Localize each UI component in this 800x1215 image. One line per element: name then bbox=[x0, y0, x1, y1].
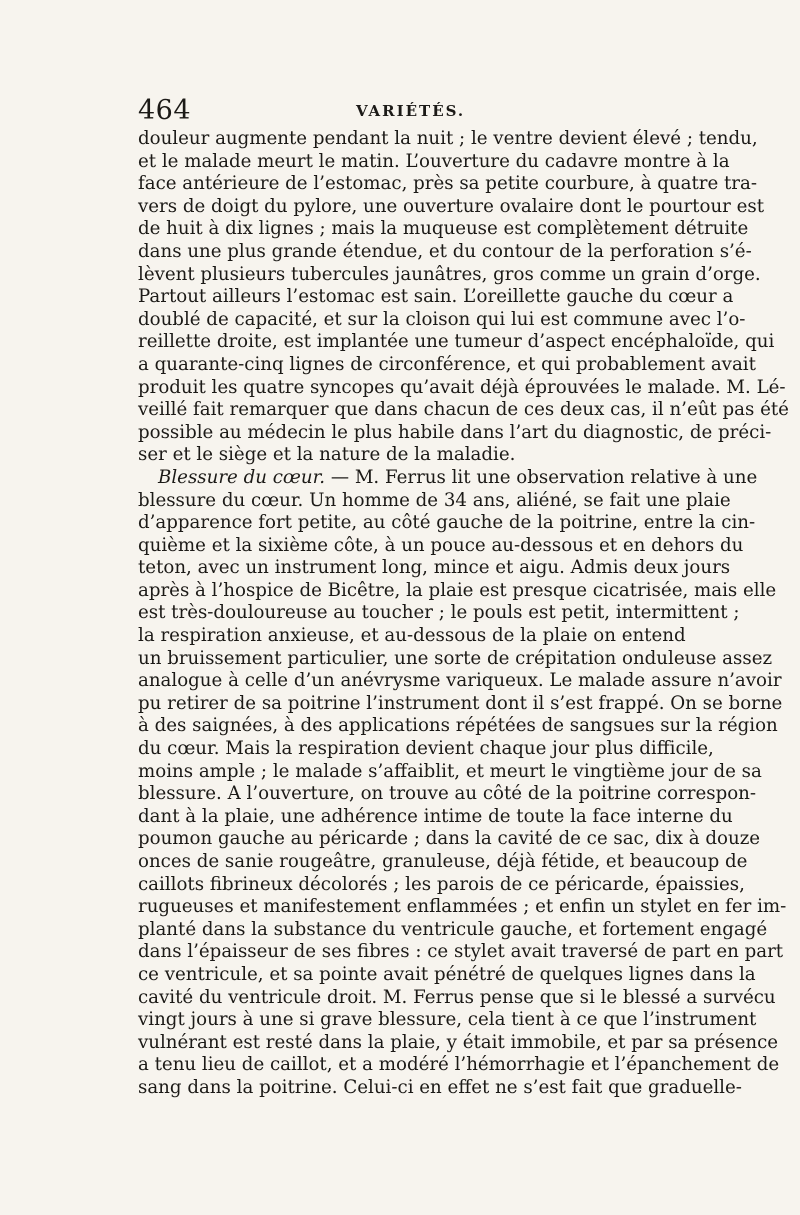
text-line: vers de doigt du pylore, une ouverture ovalaire dont le pourtour est bbox=[138, 195, 765, 217]
text-line: doublé de capacité, et sur la cloison qui lui est commune avec l’o- bbox=[138, 308, 746, 330]
text-line: sang dans la poitrine. Celui-ci en effet ne s’est fait que graduelle- bbox=[138, 1076, 742, 1098]
text-line: après à l’hospice de Bicêtre, la plaie est presque cicatrisée, mais elle bbox=[138, 579, 777, 601]
text-line bbox=[138, 466, 758, 490]
text-line: Partout ailleurs l’estomac est sain. L’oreillette gauche du cœur a bbox=[138, 286, 734, 308]
text-line: de huit à dix lignes ; mais la muqueuse est complètement détruite bbox=[138, 218, 749, 240]
text-line: analogue à celle d’un anévrysme variqueux. Le malade assure n’avoir bbox=[138, 670, 782, 692]
text-line: caillots fibrineux décolorés ; les parois de ce péricarde, épaissies, bbox=[138, 873, 745, 895]
text-line: reillette droite, est implantée une tumeur d’aspect encéphaloïde, qui bbox=[138, 331, 775, 353]
text-line: cavité du ventricule droit. M. Ferrus pense que si le blessé a survécu bbox=[138, 986, 776, 1008]
text-line: dant à la plaie, une adhérence intime de toute la face interne du bbox=[138, 805, 733, 827]
text-line: lèvent plusieurs tubercules jaunâtres, gros comme un grain d’orge. bbox=[138, 263, 761, 285]
text-line: planté dans la substance du ventricule gauche, et fortement engagé bbox=[138, 918, 768, 940]
text-line: la respiration anxieuse, et au-dessous de la plaie on entend bbox=[138, 625, 686, 647]
text-line: à des saignées, à des applications répétées de sangsues sur la région bbox=[138, 715, 778, 737]
text-line: et le malade meurt le matin. L’ouverture du cadavre montre à la bbox=[138, 150, 730, 172]
paragraph-perforation bbox=[138, 128, 789, 467]
text-line: rugueuses et manifestement enflammées ; et enfin un stylet en fer im- bbox=[138, 896, 787, 918]
text-line: quième et la sixième côte, à un pouce au-dessous et en dehors du bbox=[138, 534, 744, 556]
text-line: teton, avec un instrument long, mince et aigu. Admis deux jours bbox=[138, 557, 731, 579]
text-line: ser et le siège et la nature de la maladie. bbox=[138, 444, 516, 466]
section-title: Blessure du cœur. bbox=[158, 466, 326, 488]
section-title-continuation: — M. Ferrus lit une observation relative à une bbox=[325, 466, 758, 488]
text-line: un bruissement particulier, une sorte de crépitation onduleuse assez bbox=[138, 647, 773, 669]
text-line: moins ample ; le malade s’affaiblit, et meurt le vingtième jour de sa bbox=[138, 760, 762, 782]
text-line: pu retirer de sa poitrine l’instrument dont il s’est frappé. On se borne bbox=[138, 692, 783, 714]
text-line: ce ventricule, et sa pointe avait pénétré de quelques lignes dans la bbox=[138, 963, 756, 985]
text-line: d’apparence fort petite, au côté gauche de la poitrine, entre la cin- bbox=[138, 512, 756, 534]
text-line: du cœur. Mais la respiration devient chaque jour plus difficile, bbox=[138, 738, 714, 760]
text-line: vingt jours à une si grave blessure, cela tient à ce que l’instrument bbox=[138, 1009, 757, 1031]
paragraph-blessure-du-coeur bbox=[138, 466, 787, 1100]
page-number: 464 bbox=[138, 95, 192, 126]
text-line: dans l’épaisseur de ses fibres : ce stylet avait traversé de part en part bbox=[138, 941, 784, 963]
text-line: face antérieure de l’estomac, près sa petite courbure, à quatre tra- bbox=[138, 173, 757, 195]
text-line: blessure. A l’ouverture, on trouve au côté de la poitrine correspon- bbox=[138, 783, 757, 805]
text-line: onces de sanie rougeâtre, granuleuse, déjà fétide, et beaucoup de bbox=[138, 851, 748, 872]
text-line: vulnérant est resté dans la plaie, y était immobile, et par sa présence bbox=[138, 1031, 779, 1053]
text-line: possible au médecin le plus habile dans l’art du diagnostic, de préci- bbox=[138, 421, 772, 443]
text-line: douleur augmente pendant la nuit ; le ventre devient élevé ; tendu, bbox=[138, 128, 758, 149]
text-line: dans une plus grande étendue, et du contour de la perforation s’é- bbox=[138, 240, 752, 262]
text-line: produit les quatre syncopes qu’avait déjà éprouvées le malade. M. Lé- bbox=[138, 376, 786, 398]
body-text bbox=[138, 128, 789, 1100]
text-line: est très-douloureuse au toucher ; le pouls est petit, intermittent ; bbox=[138, 602, 740, 624]
text-line: poumon gauche au péricarde ; dans la cavité de ce sac, dix à douze bbox=[138, 828, 761, 850]
text-line: a tenu lieu de caillot, et a modéré l’hémorrhagie et l’épanchement de bbox=[138, 1054, 780, 1076]
page-header bbox=[138, 94, 668, 128]
text-line: veillé fait remarquer que dans chacun de ces deux cas, il n’eût pas été bbox=[138, 399, 789, 421]
text-line: blessure du cœur. Un homme de 34 ans, aliéné, se fait une plaie bbox=[138, 489, 731, 511]
text-line: a quarante-cinq lignes de circonférence, et qui probablement avait bbox=[138, 353, 756, 375]
running-head: VARIÉTÉS. bbox=[356, 102, 466, 120]
